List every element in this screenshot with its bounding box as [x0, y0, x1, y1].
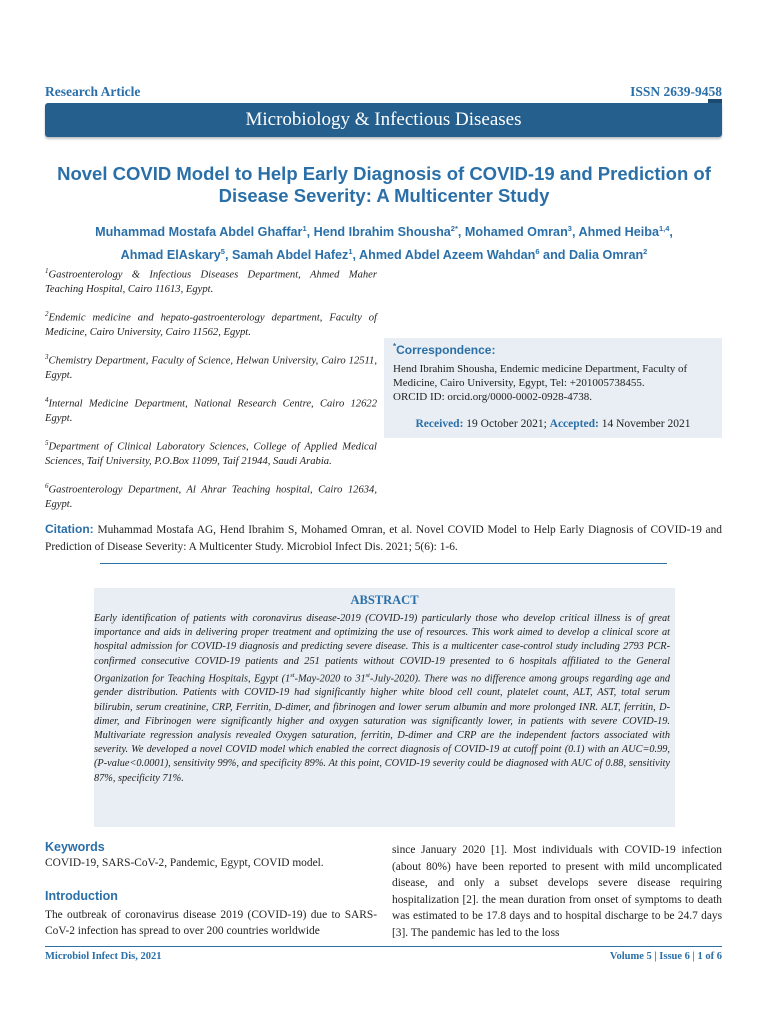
- journal-banner: Microbiology & Infectious Diseases: [45, 103, 722, 137]
- affiliation: $^1$Gastroenterology & Infectious Diseases Department, Ahmed Maher Teaching Hospital, Cairo 11613, Egypt.: [45, 267, 377, 295]
- author: Hend Ibrahim Shousha$^{2*}$,: [313, 224, 465, 240]
- affiliation: $^2$Endemic medicine and hepato-gastroenterology department, Faculty of Medicine, Cairo University, Cairo 11562, Egypt.: [45, 310, 377, 338]
- introduction-text-right: since January 2020 [1]. Most individuals with COVID-19 infection (about 80%) have been reported to present with mild uncomplicated disease, and only a subset develops severe disease requiring hospitalization [2]. the mean duration from onset of symptoms to death was estimated to be 17.8 days and to hospital discharge to be 24.7 days [3]. The pandemic has led to the loss: [392, 844, 722, 939]
- article-type: Research Article: [45, 84, 141, 99]
- author: Ahmad ElAskary$^5$,: [120, 247, 232, 263]
- paper-title: Novel COVID Model to Help Early Diagnosis of COVID-19 and Prediction of Disease Severity: A Multicenter Study: [57, 163, 711, 206]
- author: Muhammad Mostafa Abdel Ghaffar$^1$,: [95, 224, 314, 240]
- affiliation: $^5$Department of Clinical Laboratory Sciences, College of Applied Medical Sciences, Taif University, P.O.Box 11099, Taif 21944, Saudi Arabia.: [45, 439, 377, 467]
- affiliation: $^6$Gastroenterology Department, Al Ahrar Teaching hospital, Cairo 12634, Egypt.: [45, 482, 377, 510]
- correspondence-title: *Correspondence:: [393, 342, 496, 357]
- author: Samah Abdel Hafez$^1$,: [231, 247, 360, 263]
- citation: Citation: Muhammad Mostafa AG, Hend Ibrahim S, Mohamed Omran, et al. Novel COVID Model to Help Early Diagnosis of COVID-19 and Prediction of Disease Severity: A Multicenter Study. Microbiol Infect Dis. 2021; 5(6): 1-6.: [45, 522, 722, 553]
- affiliation: $^4$Internal Medicine Department, National Research Centre, Cairo 12622 Egypt.: [45, 396, 377, 424]
- author-list: [40, 219, 728, 265]
- author: Ahmed Abdel Azeem Wahdan$^6$ and: [359, 247, 569, 263]
- keywords-heading: Keywords: [45, 840, 105, 854]
- author: Mohamed Omran$^3$,: [464, 224, 579, 240]
- author: Dalia Omran$^2$: [568, 247, 648, 263]
- introduction-text-left: The outbreak of coronavirus disease 2019 (COVID-19) due to SARS-CoV-2 infection has spread to over 200 countries worldwide: [45, 909, 377, 937]
- author: Ahmed Heiba$^{1,4}$,: [578, 224, 673, 240]
- correspondence-body: Hend Ibrahim Shousha, Endemic medicine Department, Faculty of Medicine, Cairo University, Egypt, Tel: +201005738455. ORCID ID: orcid.org/0000-0002-0928-4738.: [393, 363, 688, 403]
- footer-divider: [45, 946, 722, 947]
- article-dates: Received: 19 October 2021; Accepted: 14 November 2021: [415, 418, 691, 430]
- divider: [100, 563, 667, 564]
- abstract-title: ABSTRACT: [350, 593, 419, 607]
- abstract-text: Early identification of patients with coronavirus disease-2019 (COVID-19) particularly those who develop critical illness is of great importance and aids in delivering proper treatment and optimizing the use of resources. This work aimed to develop a clinical score at hospital admission for COVID-19 diagnosis and predicting severe disease. This is a multicenter case-control study including 2793 PCR-confirmed consecutive COVID-19 patients and 251 patients without COVID-19 presented to 6 hospitals affiliated to the General Organization for Teaching Hospitals, Egypt (1st-May-2020 to 31st-July-2020). There was no difference among groups regarding age and gender distribution. Patients with COVID-19 had significantly higher white blood cell count, platelet count, ALT, AST, total serum bilirubin, serum creatinine, CRP, Ferritin, D-dimer, and fibrinogen and lower serum albumin and more prolonged INR. ALT, ferritin, D-dimer, and Fibrinogen were significantly higher and oxygen saturation was significantly lower, in patients with severe COVID-19. Multivariate regression analysis revealed Oxygen saturation, ferritin, D-dimer and CRP are the independent factors associated with severity. We developed a novel COVID model which enabled the correct diagnosis of COVID-19 at cutoff point (0.1) with an AUC=0.99, (P-value<0.0001), sensitivity 99%, and specificity 89%. At this point, COVID-19 severity could be diagnosed with AUC of 0.88, sensitivity 87%, specificity 71%.: [94, 613, 671, 784]
- affiliation: $^3$Chemistry Department, Faculty of Science, Helwan University, Cairo 12511, Egypt.: [45, 353, 377, 381]
- keywords-text: COVID-19, SARS-CoV-2, Pandemic, Egypt, COVID model.: [45, 857, 324, 869]
- issn: ISSN 2639-9458: [630, 84, 722, 99]
- footer-page-info: Volume 5 | Issue 6 | 1 of 6: [609, 951, 722, 962]
- introduction-heading: Introduction: [45, 889, 118, 903]
- orcid-link[interactable]: ORCID ID: orcid.org/0000-0002-0928-4738.: [393, 391, 592, 403]
- footer-journal: Microbiol Infect Dis, 2021: [45, 951, 162, 962]
